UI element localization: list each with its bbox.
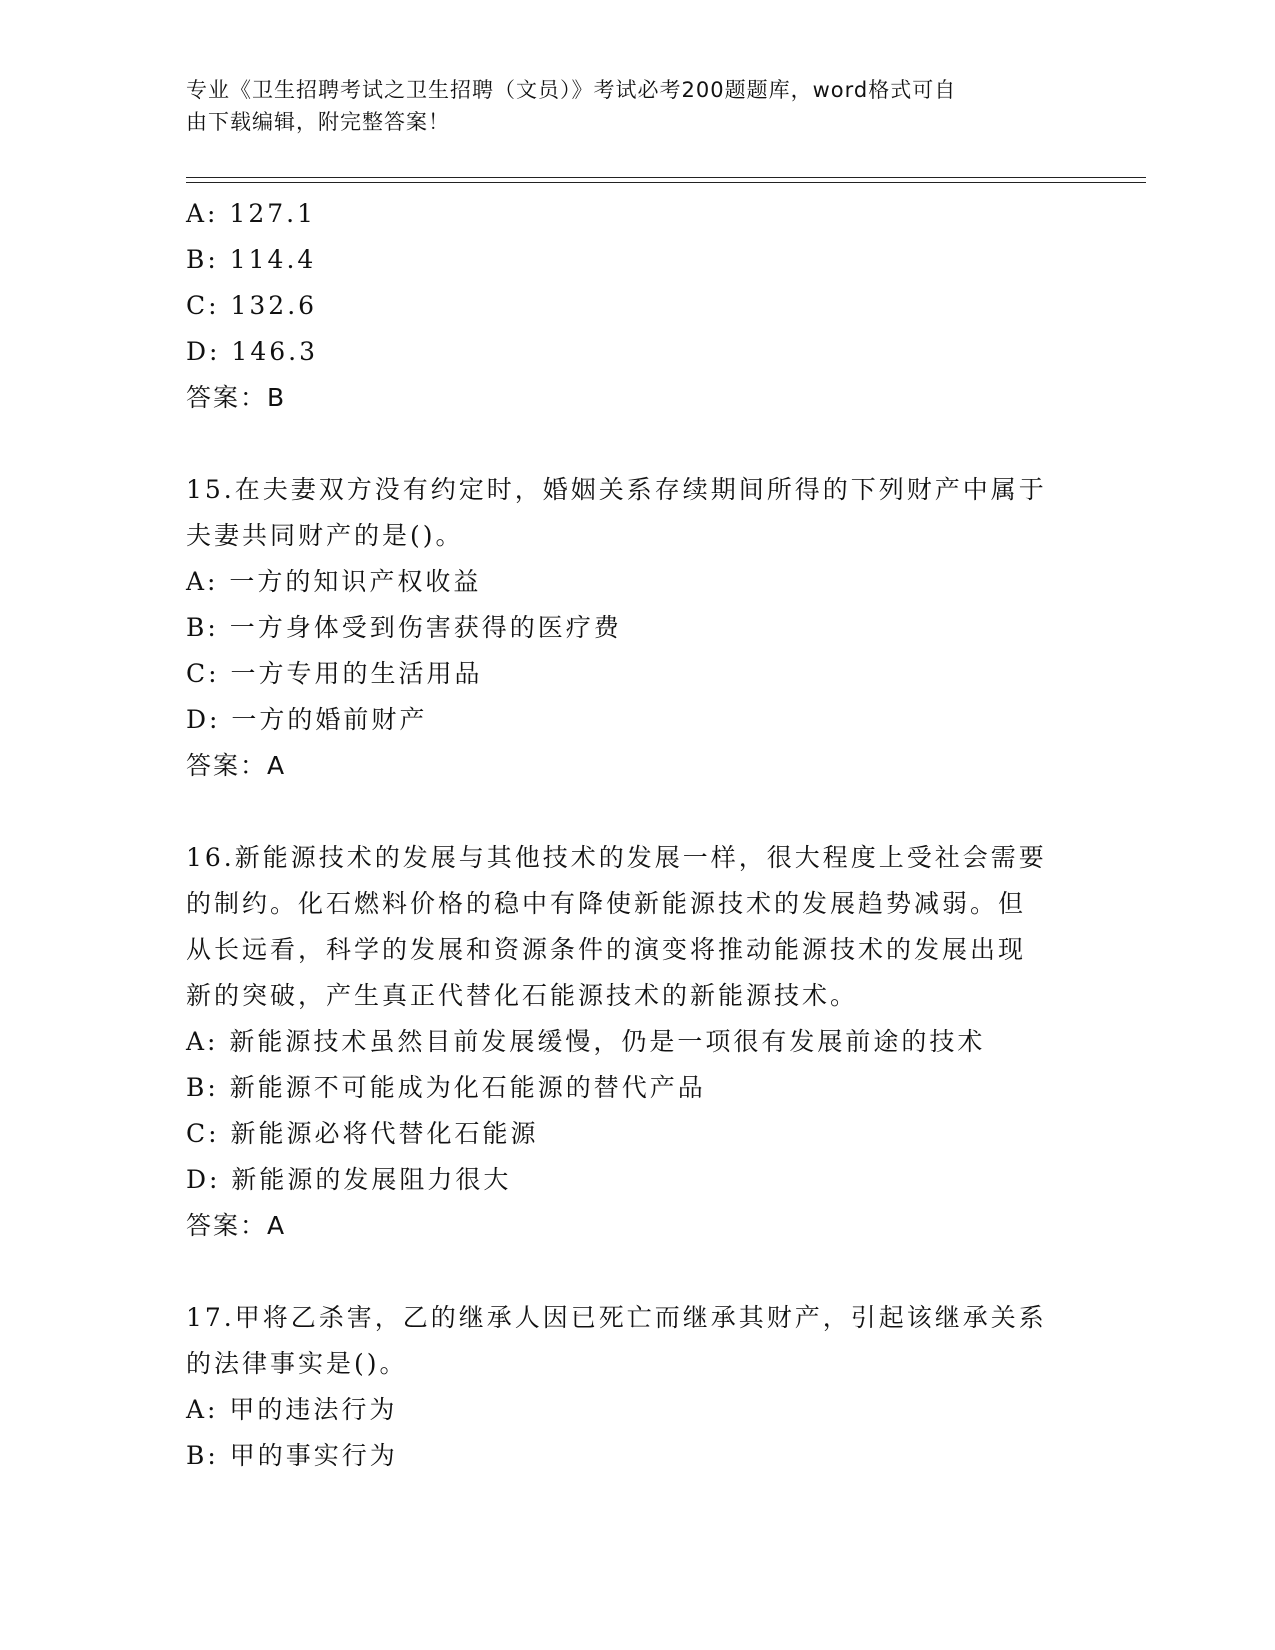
- option-b: B: 114.4: [186, 245, 317, 274]
- option-a: A: 甲的违法行为: [186, 1395, 398, 1424]
- answer: 答案：B: [186, 383, 287, 412]
- header-divider-bottom: [186, 182, 1146, 183]
- spacer: [186, 1249, 1086, 1295]
- question-list: [186, 191, 1086, 1479]
- option-b: B: 一方身体受到伤害获得的医疗费: [186, 613, 622, 642]
- option-c: C: 132.6: [186, 291, 318, 320]
- option-b: B: 甲的事实行为: [186, 1441, 398, 1470]
- option-d: D: 新能源的发展阻力很大: [186, 1165, 512, 1194]
- option-c: C: 一方专用的生活用品: [186, 659, 483, 688]
- header-line-1: 专业《卫生招聘考试之卫生招聘（文员）》考试必考200题题库，word格式可自: [186, 78, 957, 102]
- spacer: [186, 789, 1086, 835]
- option-d: D: 一方的婚前财产: [186, 705, 428, 734]
- question-17: [186, 1295, 1086, 1479]
- question-stem-line: 从长远看，科学的发展和资源条件的演变将推动能源技术的发展出现: [186, 935, 1027, 964]
- question-stem-line: 夫妻共同财产的是()。: [186, 521, 464, 550]
- question-stem-line: 新的突破，产生真正代替化石能源技术的新能源技术。: [186, 981, 859, 1010]
- option-a: A: 127.1: [186, 199, 316, 228]
- question-stem-line: 16.新能源技术的发展与其他技术的发展一样，很大程度上受社会需要: [186, 843, 1047, 872]
- question-14: [186, 191, 1086, 421]
- header-divider-top: [186, 177, 1146, 178]
- spacer: [186, 421, 1086, 467]
- option-d: D: 146.3: [186, 337, 318, 366]
- question-15: [186, 467, 1086, 789]
- option-b: B: 新能源不可能成为化石能源的替代产品: [186, 1073, 706, 1102]
- question-stem-line: 15.在夫妻双方没有约定时，婚姻关系存续期间所得的下列财产中属于: [186, 475, 1047, 504]
- option-a: A: 新能源技术虽然目前发展缓慢，仍是一项很有发展前途的技术: [186, 1027, 986, 1056]
- question-stem-line: 17.甲将乙杀害，乙的继承人因已死亡而继承其财产，引起该继承关系: [186, 1303, 1047, 1332]
- header-line-2: 由下载编辑，附完整答案！: [186, 110, 450, 134]
- document-header: [186, 74, 1066, 138]
- answer: 答案：A: [186, 1211, 287, 1240]
- option-a: A: 一方的知识产权收益: [186, 567, 482, 596]
- answer: 答案：A: [186, 751, 287, 780]
- option-c: C: 新能源必将代替化石能源: [186, 1119, 539, 1148]
- question-16: [186, 835, 1086, 1249]
- question-stem-line: 的法律事实是()。: [186, 1349, 408, 1378]
- question-stem-line: 的制约。化石燃料价格的稳中有降使新能源技术的发展趋势减弱。但: [186, 889, 1027, 918]
